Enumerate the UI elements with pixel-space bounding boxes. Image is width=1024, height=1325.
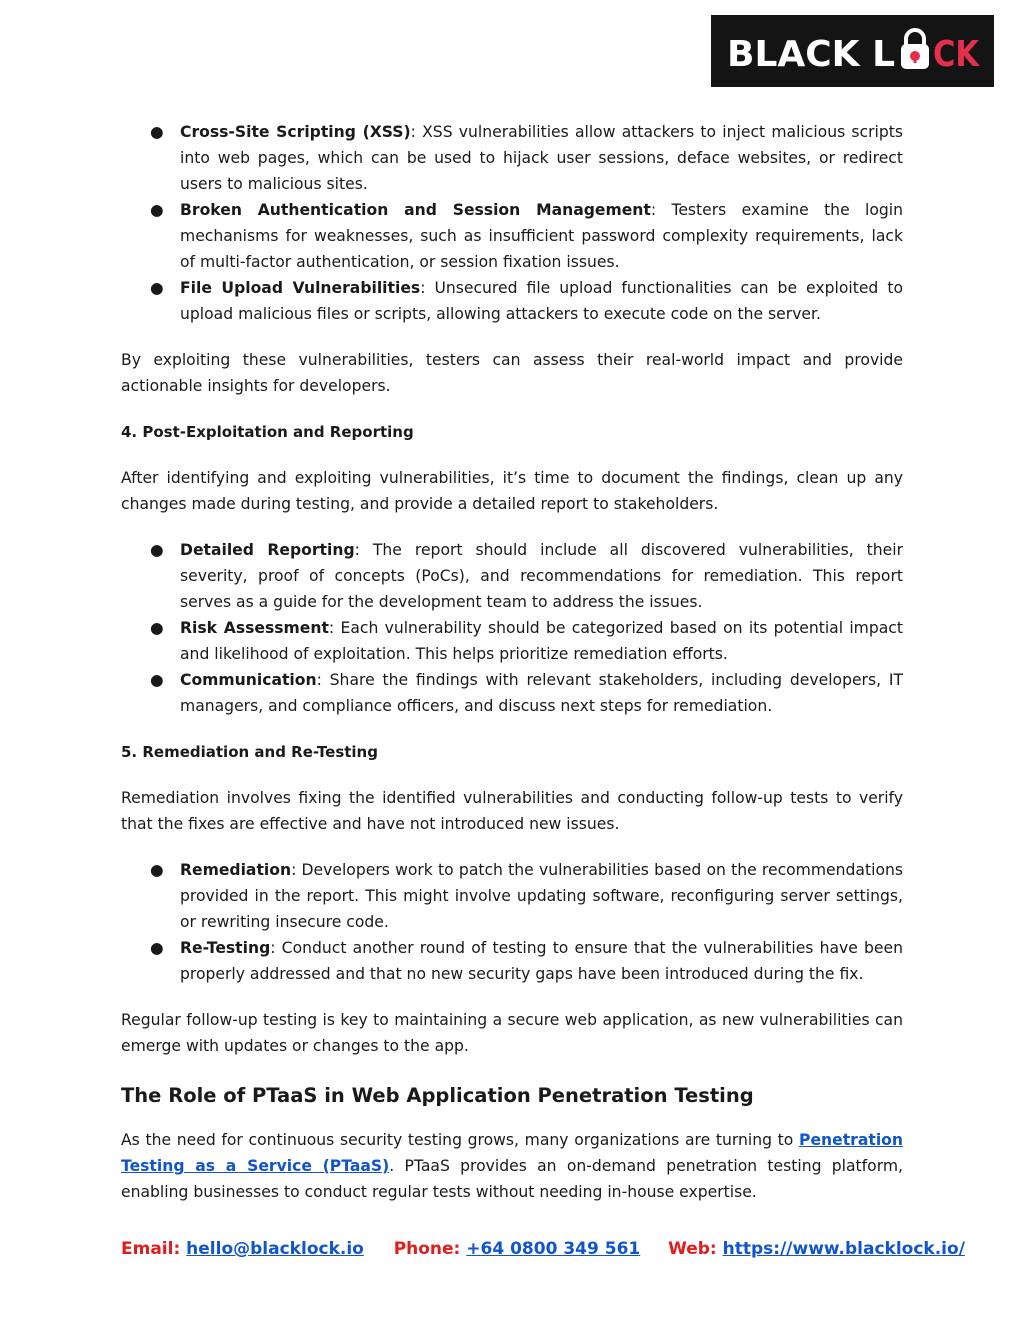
section-title: The Role of PTaaS in Web Application Penetration Testing	[121, 1084, 754, 1107]
list-term: Communication	[180, 671, 317, 689]
attack-list	[121, 119, 903, 327]
web-link[interactable]: https://www.blacklock.io/	[722, 1239, 965, 1259]
list-text: : Conduct another round of testing to ensure that the vulnerabilities have been properly addressed and that no new security gaps have been introduced during the fix.	[180, 939, 903, 983]
bullet-icon: ●	[150, 541, 164, 559]
web-label: Web:	[668, 1239, 723, 1259]
padlock-icon	[901, 30, 929, 69]
list-item	[121, 197, 903, 275]
list-text: : The report should include all discovered vulnerabilities, their severity, proof of concepts (PoCs), and recommendations for remediation. This report serves as a guide for the development team to address the issues.	[180, 541, 903, 611]
bullet-icon: ●	[150, 861, 164, 879]
bullet-icon: ●	[150, 201, 164, 219]
paragraph-text: As the need for continuous security testing grows, many organizations are turning to	[121, 1131, 800, 1149]
list-term: Detailed Reporting	[180, 541, 355, 559]
list-term: Remediation	[180, 861, 292, 879]
email-label: Email:	[121, 1239, 187, 1259]
document-body	[121, 119, 903, 1205]
blacklock-logo	[711, 15, 994, 87]
list-text: : Share the findings with relevant stakeholders, including developers, IT managers, and compliance officers, and discuss next steps for remediation.	[180, 671, 903, 715]
list-text: : Developers work to patch the vulnerabilities based on the recommendations provided in the report. This might involve updating software, reconfiguring server settings, or rewriting insecure code.	[180, 861, 903, 931]
list-text: : Testers examine the login mechanisms for weaknesses, such as insufficient password complexity requirements, lack of multi-factor authentication, or session fixation issues.	[180, 201, 903, 271]
list-term: Cross-Site Scripting (XSS)	[180, 123, 411, 141]
list-item	[121, 667, 903, 719]
bullet-icon: ●	[150, 619, 164, 637]
contact-footer	[121, 1236, 965, 1262]
ptaas-link[interactable]: Penetration Testing as a Service (PTaaS)	[121, 1131, 903, 1175]
list-item	[121, 615, 903, 667]
list-term: Re-Testing	[180, 939, 271, 957]
remediation-list	[121, 857, 903, 987]
list-term: Risk Assessment	[180, 619, 329, 637]
paragraph	[121, 1127, 903, 1205]
reporting-list	[121, 537, 903, 719]
paragraph: Remediation involves fixing the identified vulnerabilities and conducting follow-up tests to verify that the fixes are effective and have not introduced new issues.	[121, 789, 903, 833]
paragraph: By exploiting these vulnerabilities, testers can assess their real-world impact and provide actionable insights for developers.	[121, 351, 903, 395]
list-item	[121, 275, 903, 327]
bullet-icon: ●	[150, 123, 164, 141]
list-text: : Unsecured file upload functionalities can be exploited to upload malicious files or scripts, allowing attackers to execute code on the server.	[180, 279, 903, 323]
list-term: Broken Authentication and Session Management	[180, 201, 651, 219]
bullet-icon: ●	[150, 279, 164, 297]
list-item	[121, 119, 903, 197]
paragraph: Regular follow-up testing is key to maintaining a secure web application, as new vulnerabilities can emerge with updates or changes to the app.	[121, 1011, 903, 1055]
paragraph: After identifying and exploiting vulnerabilities, it’s time to document the findings, clean up any changes made during testing, and provide a detailed report to stakeholders.	[121, 469, 903, 513]
section-heading: 4. Post-Exploitation and Reporting	[121, 423, 414, 441]
list-text: : XSS vulnerabilities allow attackers to inject malicious scripts into web pages, which can be used to hijack user sessions, deface websites, or redirect users to malicious sites.	[180, 123, 903, 193]
list-term: File Upload Vulnerabilities	[180, 279, 421, 297]
bullet-icon: ●	[150, 671, 164, 689]
list-item	[121, 935, 903, 987]
bullet-icon: ●	[150, 939, 164, 957]
logo-text-left: BLACK L	[727, 34, 896, 75]
paragraph-text: . PTaaS provides an on-demand penetration testing platform, enabling businesses to conduct regular tests without needing in-house expertise.	[121, 1157, 903, 1201]
phone-link[interactable]: +64 0800 349 561	[466, 1239, 641, 1259]
list-item	[121, 537, 903, 615]
phone-label: Phone:	[393, 1239, 467, 1259]
logo-text-right: CK	[933, 34, 980, 75]
list-text: : Each vulnerability should be categorized based on its potential impact and likelihood of exploitation. This helps prioritize remediation efforts.	[180, 619, 903, 663]
email-link[interactable]: hello@blacklock.io	[186, 1239, 364, 1259]
section-heading: 5. Remediation and Re-Testing	[121, 743, 378, 761]
list-item	[121, 857, 903, 935]
